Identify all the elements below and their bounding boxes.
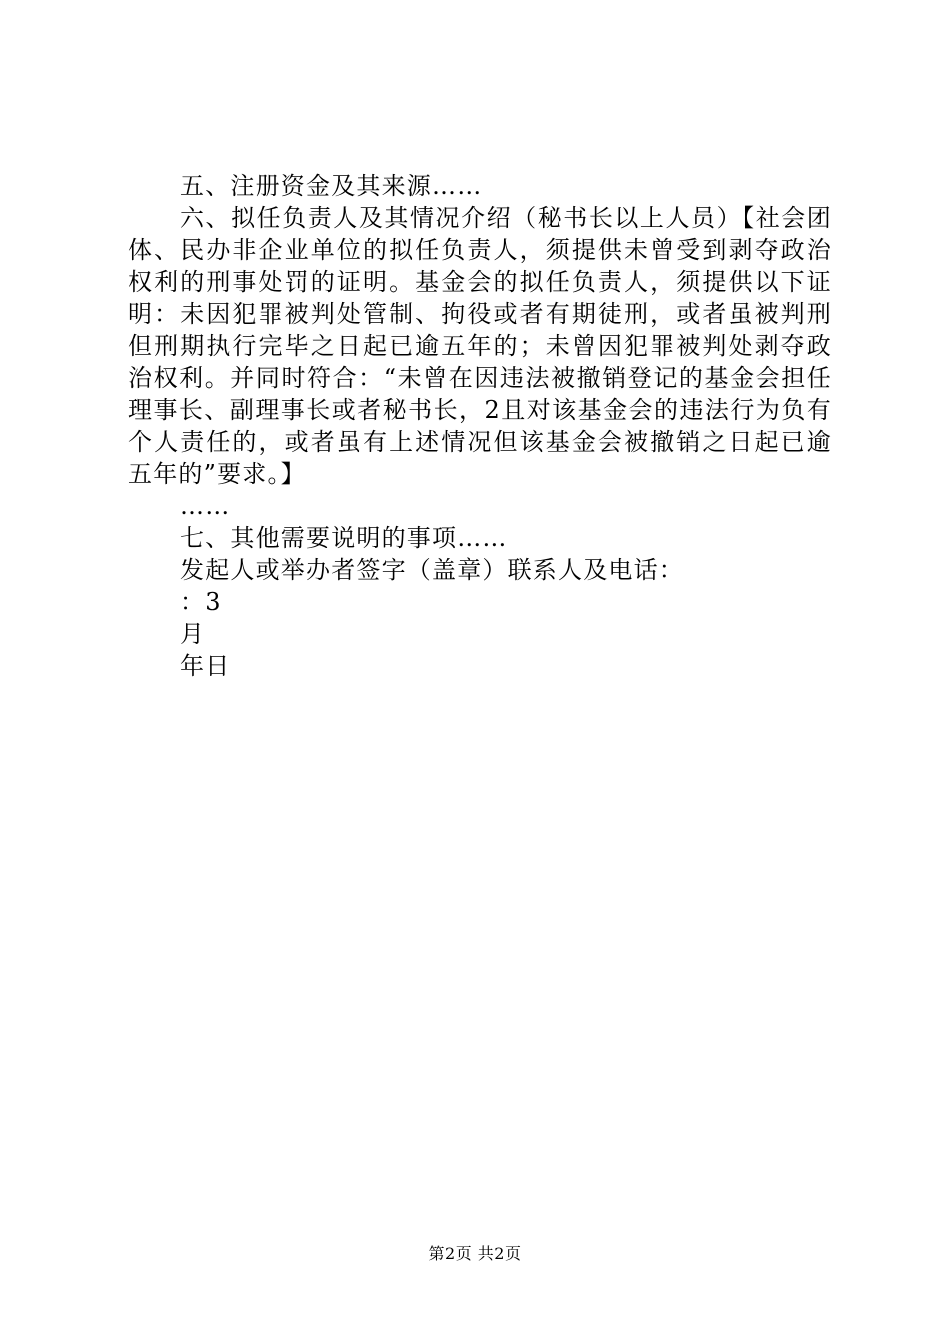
ellipsis-line: …… <box>180 492 231 520</box>
section-six-paragraph: 六、拟任负责人及其情况介绍（秘书长以上人员）【社会团体、民办非企业单位的拟任负责人，须提供未曾受到剥夺政治权利的刑事处罚的证明。基金会的拟任负责人，须提供以下证明：未因犯罪被判处管制、拘役或者有期徒刑，或者虽被判刑但刑期执行完毕之日起已逾五年的；未曾因犯罪被判处剥夺政治权利。并同时符合：“未曾在因违法被撤销登记的基金会担任理事长、副理事长或者秘书长，2且对该基金会的违法行为负有个人责任的，或者虽有上述情况但该基金会被撤销之日起已逾五年的”要求。】 <box>128 204 832 488</box>
page-footer: 第2页 共2页 <box>428 1244 522 1263</box>
year-day-line: 年日 <box>180 652 231 680</box>
month-line: 月 <box>180 620 206 648</box>
section-five-heading: 五、注册资金及其来源…… <box>180 172 483 200</box>
colon-three-line: ：3 <box>180 588 222 616</box>
section-seven-heading: 七、其他需要说明的事项…… <box>180 524 508 552</box>
signature-line: 发起人或举办者签字（盖章）联系人及电话： <box>180 556 684 584</box>
document-body <box>128 170 832 682</box>
